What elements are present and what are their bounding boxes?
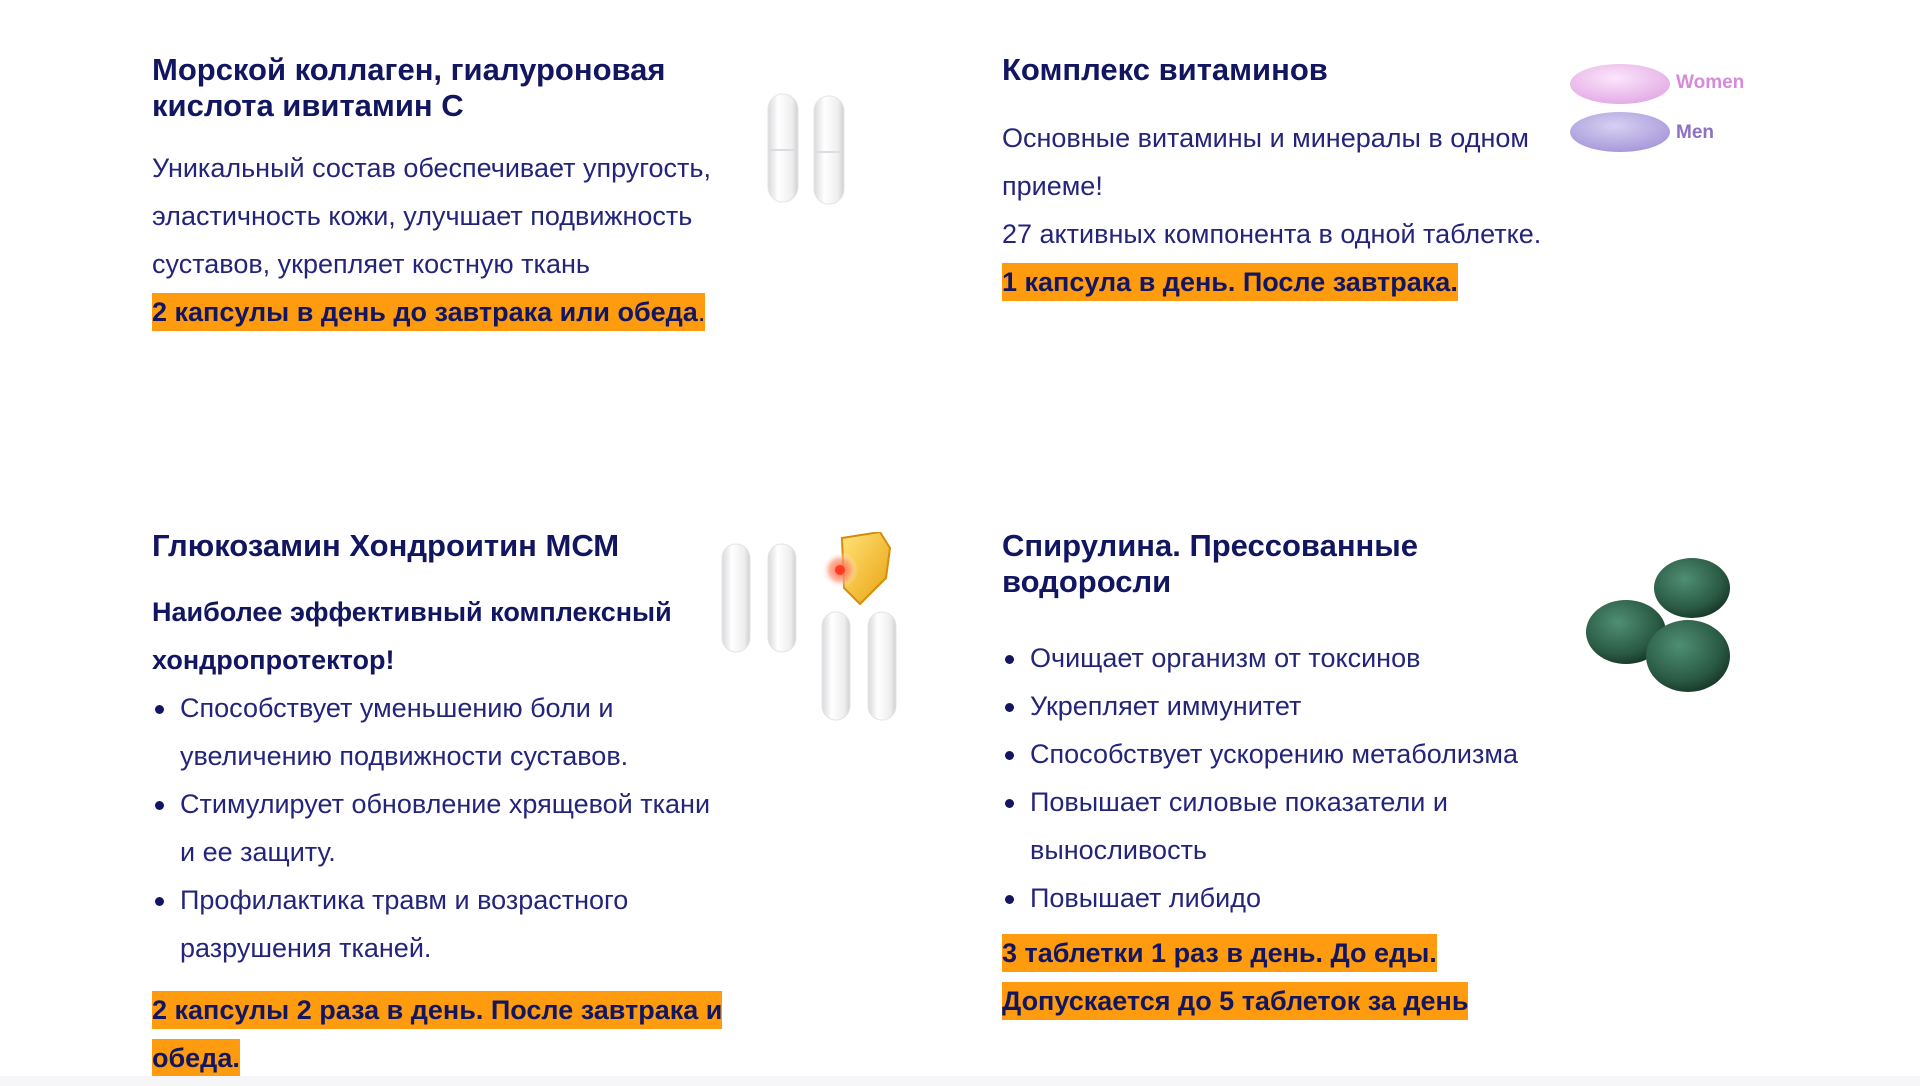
spirulina-tablets-image (1580, 558, 1740, 708)
footer-strip (0, 1076, 1920, 1086)
joint-capsules-image (718, 532, 908, 722)
tablet-icon (1580, 558, 1740, 708)
capsule-shield-icon (718, 532, 908, 722)
list-item: Очищает организм от токсинов (1002, 634, 1542, 682)
dosage-highlight: 2 капсулы 2 раза в день. После завтрака и обеда. (152, 991, 722, 1077)
dosage-highlight: 1 капсула в день. После завтрака. (1002, 263, 1458, 301)
benefits-list (152, 684, 732, 972)
product-subtitle: Наиболее эффективный комплексный хондропротектор! (152, 597, 672, 675)
product-card-vitamins (1002, 52, 1562, 306)
product-card-glucosamine (152, 528, 752, 1082)
list-item: Укрепляет иммунитет (1002, 682, 1542, 730)
dosage-limit-highlight: Допускается до 5 таблеток за день (1002, 982, 1468, 1020)
vitamin-pills-image (1568, 58, 1768, 158)
product-card-spirulina (1002, 528, 1562, 1020)
list-item: Способствует уменьшению боли и увеличению подвижности суставов. (152, 684, 732, 780)
product-title: Комплекс витаминов (1002, 52, 1328, 87)
women-label: Women (1676, 72, 1745, 93)
product-title: Спирулина. Прессованные водоросли (1002, 528, 1418, 599)
pill-icon (1568, 58, 1678, 158)
product-description: Уникальный состав обеспечивает упругость, эластичность кожи, улучшает подвижность суставов, укрепляет костную ткань (152, 153, 711, 279)
list-item: Стимулирует обновление хрящевой ткани и ее защиту. (152, 780, 732, 876)
men-label: Men (1676, 122, 1714, 143)
list-item: Способствует ускорению метаболизма (1002, 730, 1542, 778)
benefits-list (1002, 634, 1542, 922)
dosage-highlight: 2 капсулы в день до завтрака или обеда (152, 293, 698, 331)
capsules-image (760, 92, 870, 212)
capsule-icon (760, 92, 870, 212)
list-item: Повышает либидо (1002, 874, 1542, 922)
product-title: Морской коллаген, гиалуроновая кислота ивитамин С (152, 52, 666, 123)
product-description: Основные витамины и минералы в одном приеме! (1002, 123, 1529, 201)
product-title: Глюкозамин Хондроитин МСМ (152, 528, 620, 563)
list-item: Повышает силовые показатели и выносливость (1002, 778, 1542, 874)
dosage-highlight: 3 таблетки 1 раз в день. До еды. (1002, 934, 1437, 972)
product-description-components: 27 активных компонента в одной таблетке. (1002, 219, 1542, 249)
dosage-tail: . (698, 293, 706, 331)
list-item: Профилактика травм и возрастного разрушения тканей. (152, 876, 732, 972)
product-card-collagen (152, 52, 752, 336)
